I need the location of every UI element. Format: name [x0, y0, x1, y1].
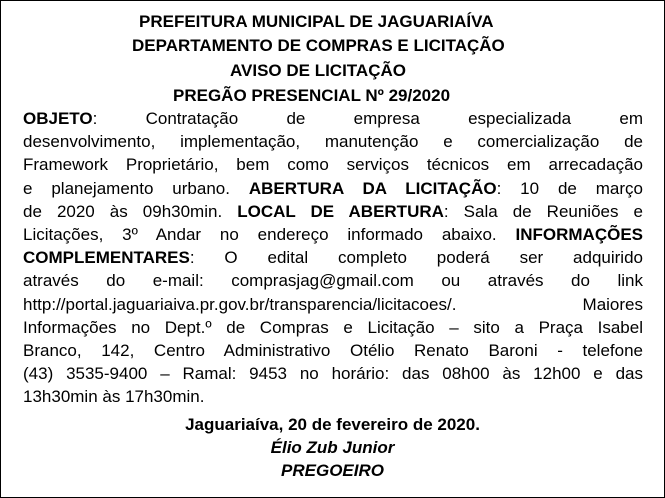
body-line — [23, 107, 643, 130]
signer-role: PREGOEIRO — [281, 461, 384, 480]
body-line — [23, 223, 643, 246]
header-notice-type: AVISO DE LICITAÇÃO — [230, 61, 406, 80]
opening-label: ABERTURA DA LICITAÇÃO — [248, 178, 497, 198]
body-line: 13h30min às 17h30min. — [23, 387, 205, 407]
body-text: : O edital completo poderá ser adquirido — [189, 248, 643, 268]
body-text: : Contratação de empresa especializada em — [92, 109, 643, 128]
body-text: : Sala de Reuniões e — [443, 201, 643, 221]
signer-name: Élio Zub Junior — [270, 438, 395, 457]
body-line — [23, 246, 643, 269]
body-text: e planejamento urbano. — [23, 178, 249, 198]
header-municipality: PREFEITURA MUNICIPAL DE JAGUARIAÍVA — [139, 12, 494, 31]
body-line: desenvolvimento, implementação, manutenção e comercialização de — [23, 132, 643, 152]
body-text: Licitações, 3º Andar no endereço informado abaixo. — [23, 224, 516, 244]
body-line: Framework Proprietário, bem como serviços técnicos em arrecadação — [23, 155, 643, 175]
info-label: INFORMAÇÕES — [515, 224, 643, 244]
location-label: LOCAL DE ABERTURA — [237, 201, 444, 221]
body-text: de 2020 às 09h30min. — [23, 201, 238, 221]
body-line — [23, 200, 643, 223]
body-line: (43) 3535-9400 – Ramal: 9453 no horário: das 08h00 às 12h00 e das — [23, 364, 643, 384]
object-label: OBJETO — [23, 109, 93, 128]
notice-body — [23, 107, 643, 408]
body-line — [23, 177, 643, 200]
body-line: através do e-mail: comprasjag@gmail.com ou através do link — [23, 271, 643, 291]
complementary-label: COMPLEMENTARES — [23, 248, 190, 268]
body-line: Branco, 142, Centro Administrativo Otélio Renato Baroni - telefone — [23, 340, 643, 360]
body-text: : 10 de março — [496, 178, 644, 198]
place-date: Jaguariaíva, 20 de fevereiro de 2020. — [185, 415, 480, 434]
body-line: Informações no Dept.º de Compras e Licitação – sito a Praça Isabel — [23, 317, 643, 337]
body-line: http://portal.jaguariaiva.pr.gov.br/transparencia/licitacoes/. Maiores — [23, 294, 643, 314]
header-auction-number: PREGÃO PRESENCIAL Nº 29/2020 — [173, 86, 451, 105]
header-department: DEPARTAMENTO DE COMPRAS E LICITAÇÃO — [132, 36, 505, 55]
